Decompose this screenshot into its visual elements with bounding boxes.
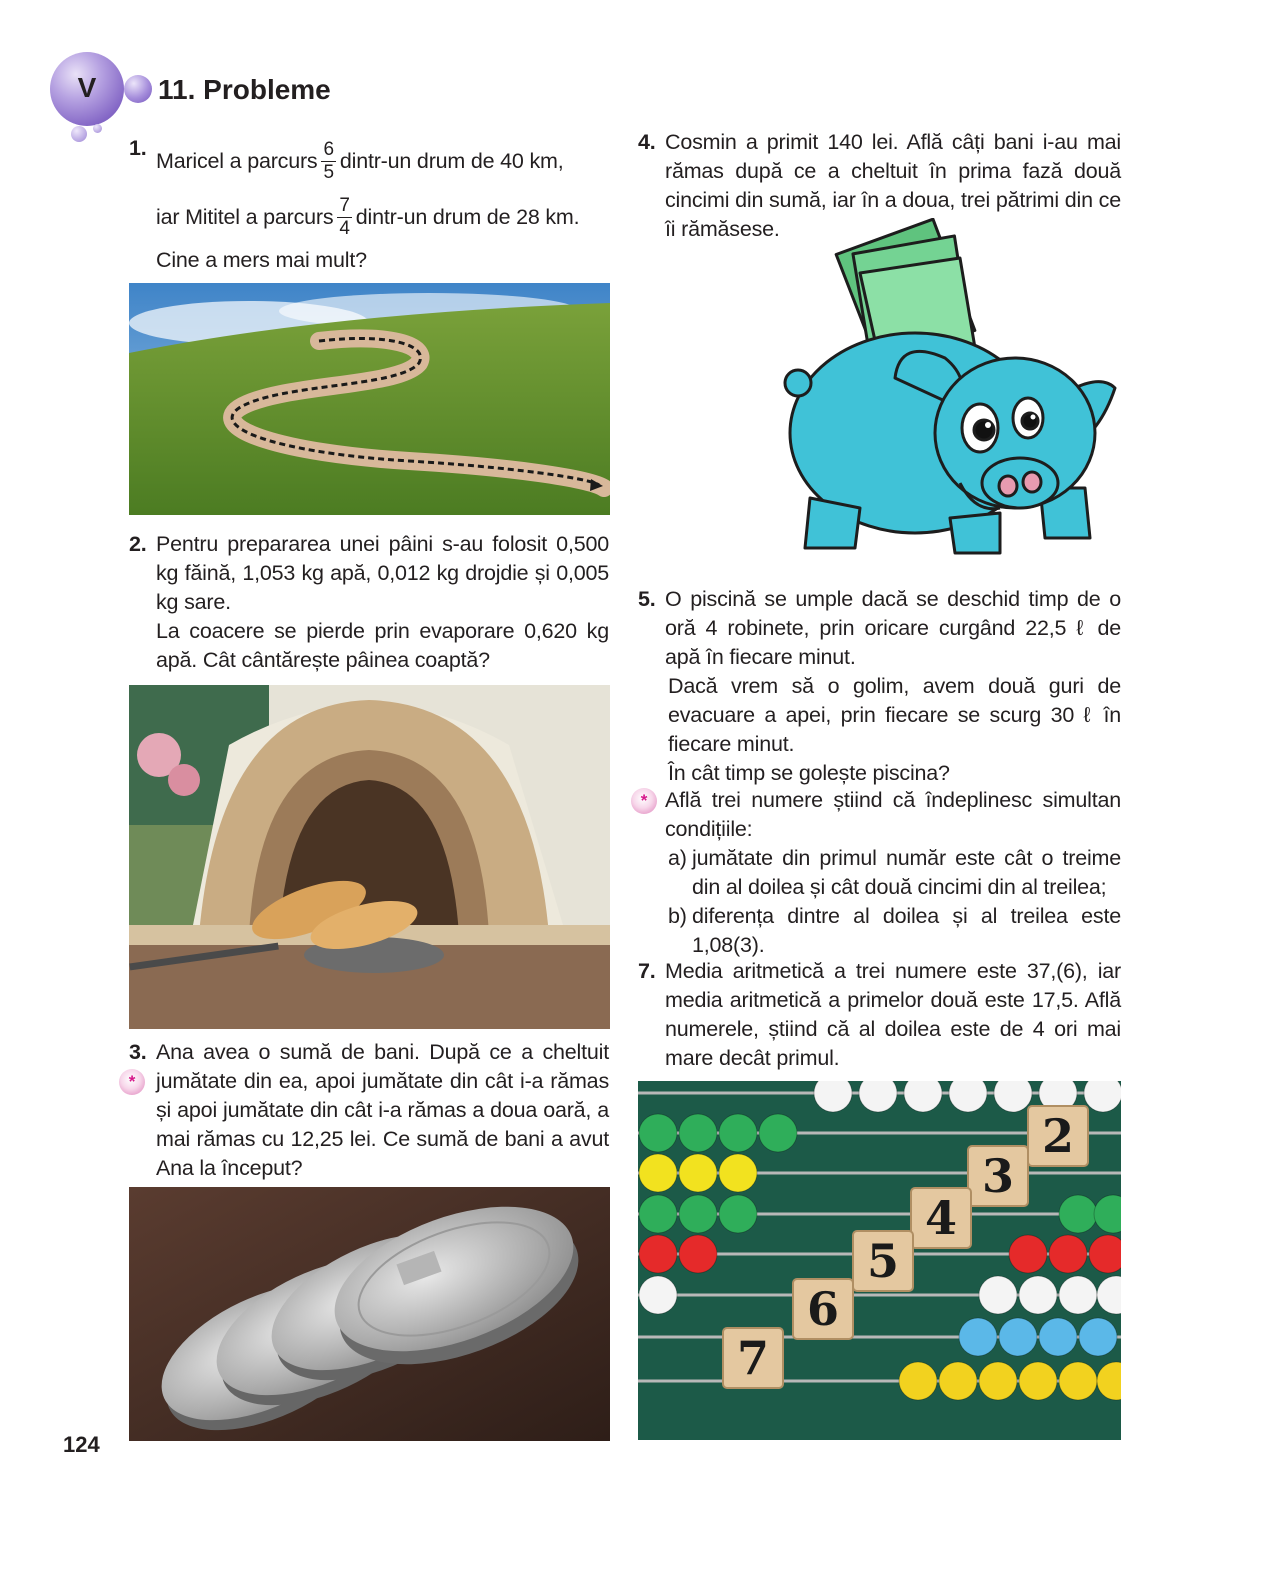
- abacus-bead: [1059, 1195, 1097, 1233]
- problem-text: jumătate din primul număr este cât o treime din al doilea și cât două cincimi din al treilea;: [692, 846, 1121, 899]
- problem-2: [129, 530, 609, 675]
- abacus-bead: [1039, 1318, 1077, 1356]
- abacus-bead: [899, 1362, 937, 1400]
- abacus-bead: [759, 1114, 797, 1152]
- item-label: a): [668, 846, 687, 870]
- number-block-label: 6: [806, 1282, 840, 1336]
- problem-text: Maricel a parcurs: [156, 148, 318, 173]
- piggy-bank-illustration: [770, 218, 1120, 568]
- abacus-bead: [719, 1154, 757, 1192]
- abacus-bead: [1094, 1195, 1121, 1233]
- title-bullet: [124, 75, 152, 103]
- problem-text: O piscină se umple dacă se deschid timp de o oră 4 robinete, prin oricare curgând 22,5 ℓ de apă în fiecare minut.: [665, 587, 1121, 669]
- problem-text: iar Mititel a parcurs: [156, 204, 334, 229]
- abacus-bead: [859, 1081, 897, 1112]
- problem-3: [129, 1038, 609, 1183]
- abacus-bead: [1079, 1318, 1117, 1356]
- abacus-bead: [719, 1195, 757, 1233]
- abacus-bead: [679, 1114, 717, 1152]
- badge-bubble: [93, 124, 102, 133]
- fraction: [321, 139, 335, 184]
- number-block: [793, 1279, 853, 1339]
- problem-text: dintr-un drum de 40 km,: [339, 148, 564, 173]
- abacus-bead: [679, 1235, 717, 1273]
- number-block-label: 7: [736, 1331, 770, 1385]
- abacus-bead: [1084, 1081, 1121, 1112]
- road-photo: [129, 283, 610, 515]
- problem-number: 5.: [638, 587, 656, 611]
- difficulty-star-icon: *: [119, 1069, 145, 1095]
- abacus-bead: [814, 1081, 852, 1112]
- abacus-bead: [639, 1195, 677, 1233]
- abacus-bead: [994, 1081, 1032, 1112]
- abacus-bead: [639, 1114, 677, 1152]
- problem-text: dintr-un drum de 28 km.: [355, 204, 580, 229]
- abacus-bead: [904, 1081, 942, 1112]
- abacus-bead: [1019, 1276, 1057, 1314]
- abacus-bead: [1097, 1362, 1121, 1400]
- abacus-bead: [979, 1362, 1017, 1400]
- problem-text: Media aritmetică a trei numere este 37,(6), iar media aritmetică a primelor două este 17,5. Află numerele, știind că al doilea este de 4 ori mai mare decât primul.: [665, 959, 1121, 1070]
- number-block-label: 2: [1041, 1109, 1075, 1163]
- number-block: [911, 1188, 971, 1248]
- problem-question: În cât timp se golește piscina?: [668, 761, 950, 785]
- abacus-bead: [1049, 1235, 1087, 1273]
- abacus-bead: [1019, 1362, 1057, 1400]
- number-block-label: 5: [866, 1234, 900, 1288]
- fraction-denominator: 4: [339, 217, 350, 239]
- fraction-denominator: 5: [323, 161, 334, 183]
- problem-text: La coacere se pierde prin evaporare 0,620 kg apă. Cât cântărește pâinea coaptă?: [156, 619, 609, 672]
- badge-bubble: [71, 126, 87, 142]
- problem-text: Ana avea o sumă de bani. După ce a cheltuit jumătate din ea, apoi jumătate din cât i-a rămas și apoi jumătate din cât i-a rămas a doua oară, a mai rămas cu 12,25 lei. Ce sumă de bani a avut Ana la început?: [156, 1040, 609, 1180]
- problem-text: Dacă vrem să o golim, avem două guri de evacuare a apei, prin fiecare se scurg 30 ℓ în fiecare minut.: [668, 674, 1121, 756]
- unit-badge-letter: V: [77, 72, 97, 103]
- problem-6: [665, 786, 1121, 960]
- abacus-bead: [719, 1114, 757, 1152]
- abacus-bead: [1089, 1235, 1121, 1273]
- abacus-photo: [638, 1081, 1121, 1440]
- problem-5: [638, 585, 1121, 788]
- item-label: b): [668, 904, 687, 928]
- abacus-bead: [1009, 1235, 1047, 1273]
- unit-badge: [50, 52, 124, 126]
- abacus-bead: [999, 1318, 1037, 1356]
- problem-number: 2.: [129, 532, 147, 556]
- page-number: 124: [63, 1432, 100, 1457]
- number-block: [1028, 1106, 1088, 1166]
- abacus-bead: [679, 1195, 717, 1233]
- abacus-bead: [639, 1276, 677, 1314]
- problem-question: Cine a mers mai mult?: [156, 248, 367, 272]
- abacus-bead: [639, 1154, 677, 1192]
- problem-number: 7.: [638, 959, 656, 983]
- number-block: [723, 1328, 783, 1388]
- abacus-bead: [639, 1235, 677, 1273]
- difficulty-star-icon: *: [631, 788, 657, 814]
- number-block: [968, 1146, 1028, 1206]
- coins-photo: [129, 1187, 610, 1441]
- problem-text: Află trei numere știind că îndeplinesc simultan condițiile:: [665, 788, 1121, 841]
- problem-number: 4.: [638, 130, 656, 154]
- problem-text: diferența dintre al doilea și al treilea este 1,08(3).: [692, 904, 1121, 957]
- abacus-bead: [1059, 1362, 1097, 1400]
- problem-text: Cosmin a primit 140 lei. Află câți bani i-au mai rămas după ce a cheltuit în prima fază două cincimi din sumă, iar în a doua, trei pătrimi din ce îi rămăsese.: [665, 130, 1121, 241]
- bread-oven-photo: [129, 685, 610, 1029]
- number-block-label: 3: [981, 1149, 1015, 1203]
- abacus-bead: [679, 1154, 717, 1192]
- fraction-numerator: 7: [339, 194, 350, 216]
- problem-7: [638, 957, 1121, 1073]
- fraction-numerator: 6: [323, 138, 334, 160]
- page-title: 11. Probleme: [158, 74, 331, 105]
- abacus-bead: [1097, 1276, 1121, 1314]
- abacus-bead: [959, 1318, 997, 1356]
- problem-number: 3.: [129, 1040, 147, 1064]
- number-block-label: 4: [924, 1191, 958, 1245]
- abacus-bead: [949, 1081, 987, 1112]
- fraction: [337, 195, 351, 240]
- number-block: [853, 1231, 913, 1291]
- abacus-bead: [939, 1362, 977, 1400]
- abacus-bead: [1059, 1276, 1097, 1314]
- problem-1: [129, 134, 611, 275]
- abacus-bead: [979, 1276, 1017, 1314]
- problem-text: Pentru prepararea unei pâini s-au folosit 0,500 kg făină, 1,053 kg apă, 0,012 kg drojdie și 0,005 kg sare.: [156, 532, 609, 614]
- problem-number: 1.: [129, 136, 147, 160]
